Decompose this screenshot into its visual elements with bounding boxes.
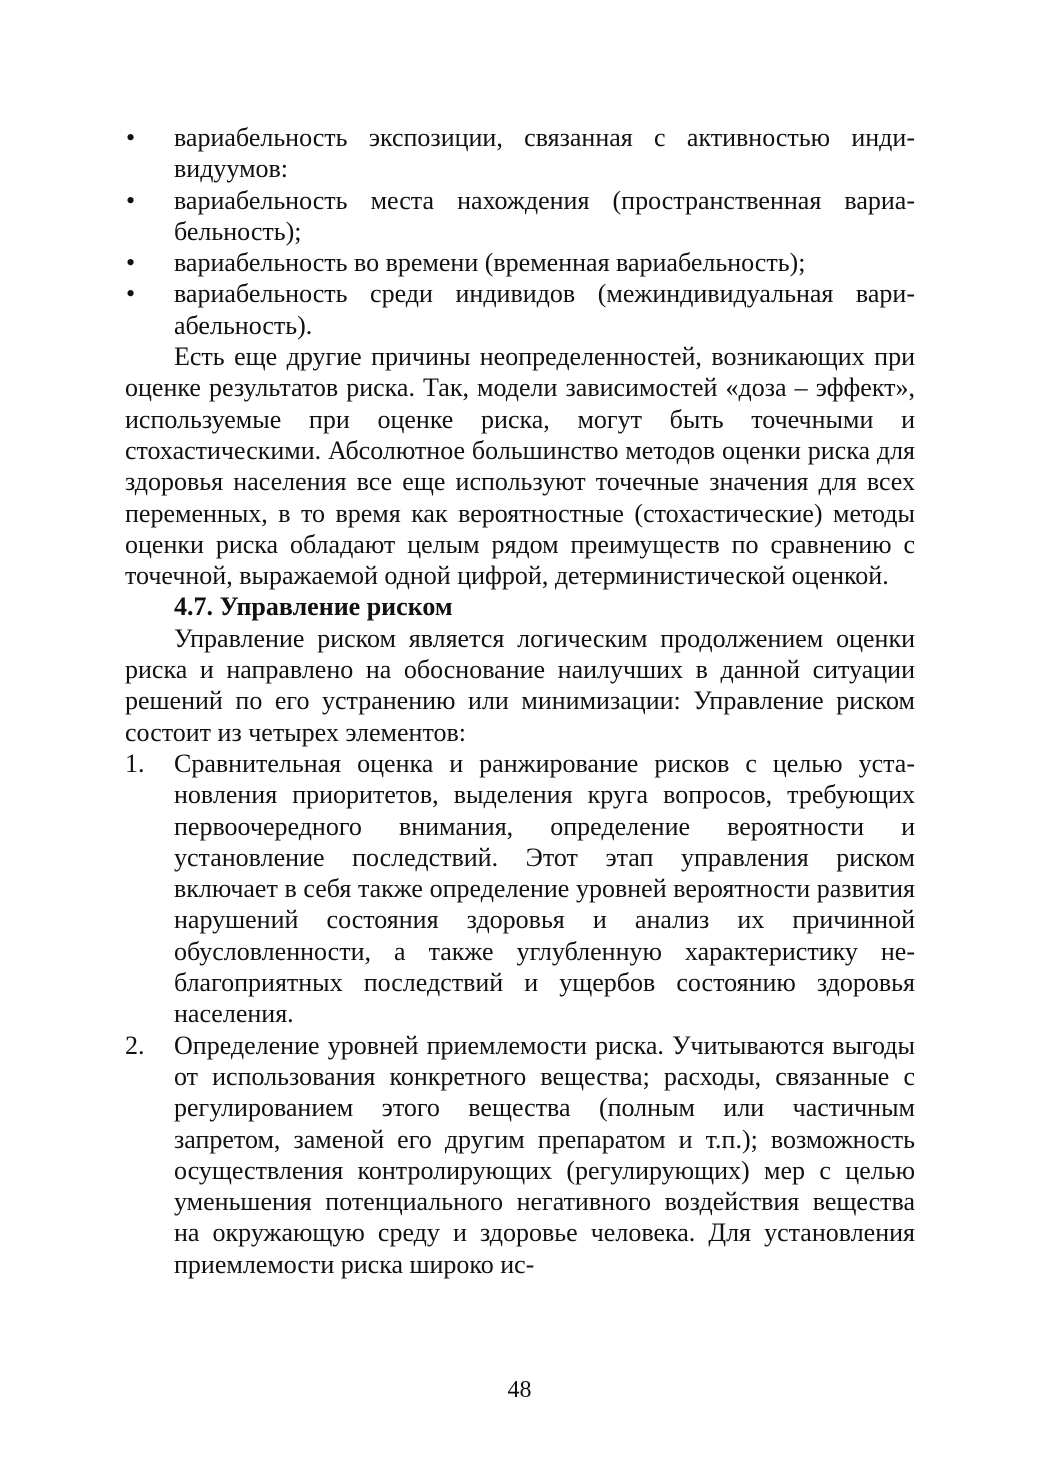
section-heading: 4.7. Управление риском	[174, 592, 453, 622]
item-text: Определение уровней приемлемости риска. Учитываются выгоды от использования конкретного вещества; расходы, связанные с регулированием этого вещества (полным или частичным запретом, заменой его другим препаратом и т.п.); возможность осуществления контролирующих (регулирующих) мер с целью уменьшения потенциального негативного воздействия вещества на окружающую среду и здоровье человека. Для установления приемлемости риска широко ис-	[174, 1030, 915, 1279]
paragraph-uncertainty: Есть еще другие причины неопределенностей, возникающих при оценке результатов риска. Так, модели зависимостей «доза – эффект», используемые при оценке риска, могут быть точечными и стохастическими. Абсолютное большинство методов оценки риска для здоровья населения все еще используют точечные значения для всех переменных, в то время как вероятностные (стохастические) методы оценки риска обладают целым рядом преимуществ по сравнению с точечной, выражаемой одной цифрой, детерминистической оценкой.	[125, 342, 915, 591]
page-number: 48	[507, 1377, 532, 1403]
bullet-item	[125, 185, 915, 248]
numbered-item	[125, 748, 915, 1030]
numbered-list	[125, 748, 915, 1280]
item-text: Сравнительная оценка и ранжирование рисков с целью установления приоритетов, выделения круга вопросов, требующих первоочередного внимания, определение вероятности и установление последствий. Этот этап управления риском включает в себя также определение уровней вероятности развития нарушений состояния здоровья и анализ их причинной обусловленности, а также углубленную характеристику неблагоприятных последствий и ущербов состоянию здоровья населения.	[174, 748, 915, 1029]
paragraph-risk-management: Управление риском является логическим продолжением оценки риска и направлено на обоснование наилучших в данной ситуации решений по его устранению или минимизации: Управление риском состоит из четырех элементов:	[125, 623, 915, 747]
bullet-text: вариабельность во времени (временная вариабельность);	[174, 248, 806, 278]
bullet-marker: •	[126, 185, 136, 215]
bullet-item	[125, 247, 915, 278]
bullet-item	[125, 122, 915, 185]
bullet-marker: •	[126, 279, 136, 309]
page-body	[125, 122, 915, 1280]
bullet-item	[125, 278, 915, 341]
item-number: 2.	[125, 1030, 145, 1060]
bullet-marker: •	[126, 248, 136, 278]
bullet-text: вариабельность места нахождения (пространственная вариабельность);	[174, 185, 915, 246]
bullet-text: вариабельность среди индивидов (межиндивидуальная вариабельность).	[174, 279, 915, 340]
bullet-list	[125, 122, 915, 341]
bullet-marker: •	[126, 123, 136, 152]
bullet-text: вариабельность экспозиции, связанная с активностью индивидуумов:	[174, 123, 915, 184]
numbered-item	[125, 1030, 915, 1280]
item-number: 1.	[125, 748, 145, 778]
